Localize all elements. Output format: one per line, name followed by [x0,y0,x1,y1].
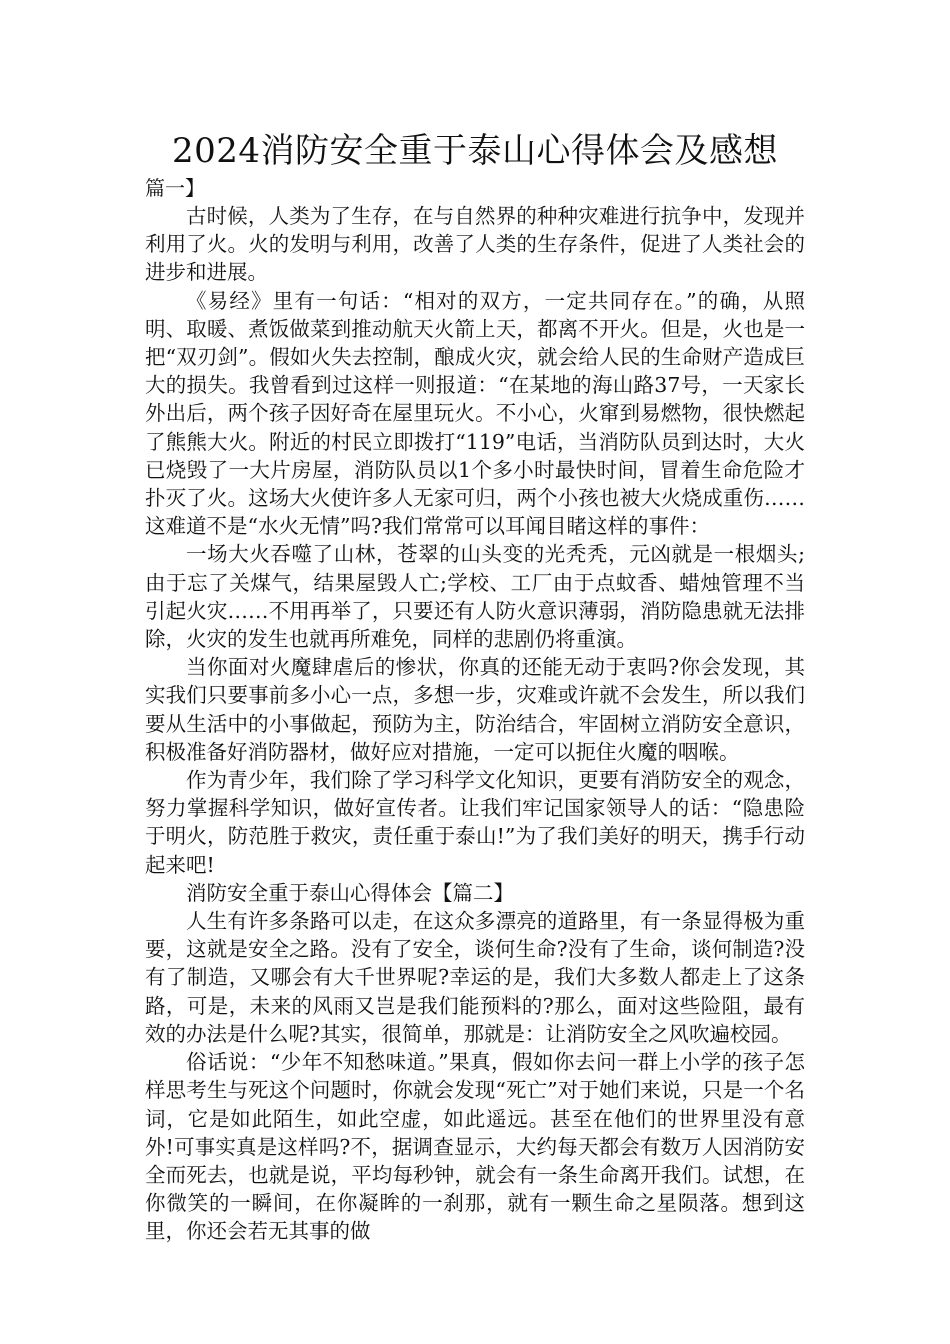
paragraph: 作为青少年，我们除了学习科学文化知识，更要有消防安全的观念，努力掌握科学知识，做好宣传者。让我们牢记国家领导人的话：“隐患险于明火，防范胜于救灾，责任重于泰山!”为了我们美好的明天，携手行动起来吧! [145,768,805,877]
paragraph: 俗话说：“少年不知愁味道。”果真，假如你去问一群上小学的孩子怎样思考生与死这个问题时，你就会发现“死亡”对于她们来说，只是一个名词，它是如此陌生，如此空虚，如此遥远。甚至在他们的世界里没有意外!可事实真是这样吗?不，据调查显示，大约每天都会有数万人因消防安全而死去，也就是说，平均每秒钟，就会有一条生命离开我们。试想，在你微笑的一瞬间，在你凝眸的一刹那，就有一颗生命之星陨落。想到这里，你还会若无其事的做 [145,1050,805,1244]
section-one-label: 篇一】 [145,176,205,200]
document-title: 2024消防安全重于泰山心得体会及感想 [171,131,779,171]
paragraph: 古时候，人类为了生存，在与自然界的种种灾难进行抗争中，发现并利用了火。火的发明与利用，改善了人类的生存条件，促进了人类社会的进步和进展。 [145,204,805,285]
paragraph: 《易经》里有一句话：“相对的双方，一定共同存在。”的确，从照明、取暖、煮饭做菜到推动航天火箭上天，都离不开火。但是，火也是一把“双刃剑”。假如火失去控制，酿成火灾，就会给人民的生命财产造成巨大的损失。我曾看到过这样一则报道：“在某地的海山路37号，一天家长外出后，两个孩子因好奇在屋里玩火。不小心，火窜到易燃物，很快燃起了熊熊大火。附近的村民立即拨打“119”电话，当消防队员到达时，大火已烧毁了一大片房屋，消防队员以1个多小时最快时间，冒着生命危险才扑灭了火。这场大火使许多人无家可归，两个小孩也被大火烧成重伤……这难道不是“水火无情”吗?我们常常可以耳闻目睹这样的事件： [145,288,805,539]
paragraph: 一场大火吞噬了山林，苍翠的山头变的光秃秃，元凶就是一根烟头;由于忘了关煤气，结果屋毁人亡;学校、工厂由于点蚊香、蜡烛管理不当引起火灾……不用再举了，只要还有人防火意识薄弱，消防隐患就无法排除，火灾的发生也就再所难免，同样的悲剧仍将重演。 [145,542,805,652]
document-page [145,128,805,1246]
paragraph: 人生有许多条路可以走，在这众多漂亮的道路里，有一条显得极为重要，这就是安全之路。没有了安全，谈何生命?没有了生命，谈何制造?没有了制造，又哪会有大千世界呢?幸运的是，我们大多数人都走上了这条路，可是，未来的风雨又岂是我们能预料的?那么，面对这些险阻，最有效的办法是什么呢?其实，很简单，那就是：让消防安全之风吹遍校园。 [145,909,805,1046]
section-two-heading: 消防安全重于泰山心得体会【篇二】 [186,880,514,905]
paragraph: 当你面对火魔肆虐后的惨状，你真的还能无动于衷吗?你会发现，其实我们只要事前多小心一点，多想一步，灾难或许就不会发生，所以我们要从生活中的小事做起，预防为主，防治结合，牢固树立消防安全意识，积极准备好消防器材，做好应对措施，一定可以扼住火魔的咽喉。 [145,655,805,764]
